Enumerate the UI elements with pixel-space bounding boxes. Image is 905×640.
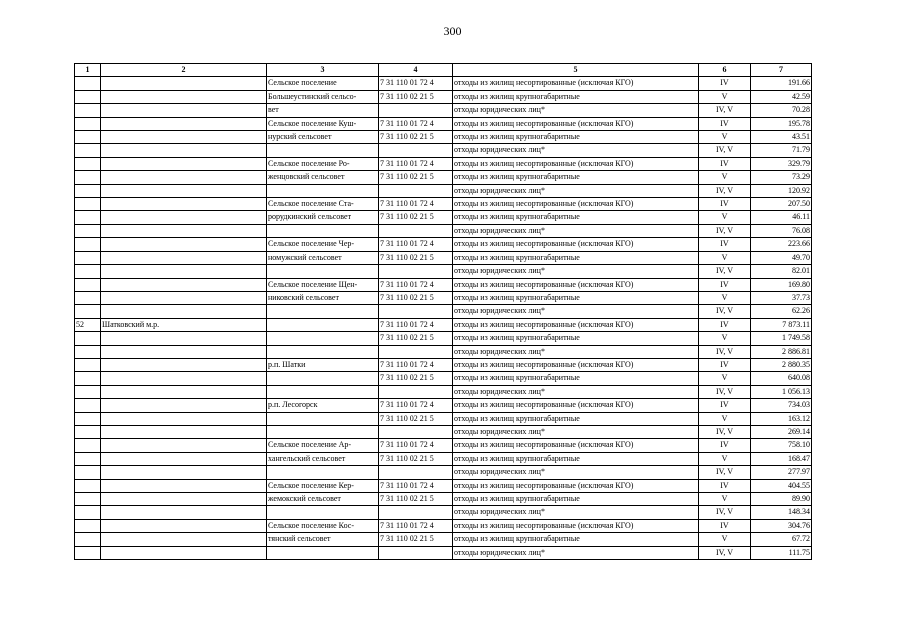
cell-number <box>75 265 101 278</box>
cell-amount: 67.72 <box>751 533 812 546</box>
header-cell: 3 <box>267 64 379 77</box>
cell-district <box>101 171 267 184</box>
cell-fkko-code <box>379 144 453 157</box>
cell-amount: 304.76 <box>751 519 812 532</box>
cell-district <box>101 385 267 398</box>
cell-hazard-class: IV, V <box>699 224 751 237</box>
cell-settlement <box>267 385 379 398</box>
cell-number <box>75 479 101 492</box>
cell-fkko-code: 7 31 110 01 72 4 <box>379 77 453 90</box>
cell-number <box>75 90 101 103</box>
cell-waste-type: отходы юридических лиц* <box>453 506 699 519</box>
cell-hazard-class: IV, V <box>699 506 751 519</box>
table-row <box>75 425 812 438</box>
cell-settlement <box>267 412 379 425</box>
table-header-row <box>75 64 812 77</box>
cell-settlement <box>267 466 379 479</box>
cell-fkko-code <box>379 385 453 398</box>
cell-waste-type: отходы юридических лиц* <box>453 265 699 278</box>
table-row <box>75 238 812 251</box>
cell-number <box>75 466 101 479</box>
cell-waste-type: отходы из жилищ несортированные (исключая КГО) <box>453 318 699 331</box>
cell-number <box>75 224 101 237</box>
cell-hazard-class: V <box>699 291 751 304</box>
cell-amount: 195.78 <box>751 117 812 130</box>
header-cell: 1 <box>75 64 101 77</box>
cell-district <box>101 131 267 144</box>
cell-fkko-code: 7 31 110 02 21 5 <box>379 251 453 264</box>
cell-number <box>75 198 101 211</box>
cell-district <box>101 546 267 559</box>
cell-fkko-code: 7 31 110 02 21 5 <box>379 211 453 224</box>
cell-number <box>75 251 101 264</box>
cell-fkko-code: 7 31 110 02 21 5 <box>379 493 453 506</box>
cell-number <box>75 493 101 506</box>
cell-district <box>101 345 267 358</box>
table-row <box>75 131 812 144</box>
cell-district <box>101 372 267 385</box>
cell-amount: 223.66 <box>751 238 812 251</box>
cell-fkko-code: 7 31 110 02 21 5 <box>379 332 453 345</box>
cell-district <box>101 224 267 237</box>
table-row <box>75 546 812 559</box>
cell-amount: 120.92 <box>751 184 812 197</box>
cell-number <box>75 278 101 291</box>
cell-settlement <box>267 345 379 358</box>
cell-settlement <box>267 305 379 318</box>
cell-amount: 43.51 <box>751 131 812 144</box>
cell-fkko-code: 7 31 110 01 72 4 <box>379 318 453 331</box>
cell-amount: 70.28 <box>751 104 812 117</box>
cell-district <box>101 211 267 224</box>
cell-settlement <box>267 184 379 197</box>
table-row <box>75 251 812 264</box>
cell-waste-type: отходы из жилищ несортированные (исключая КГО) <box>453 157 699 170</box>
cell-amount: 640.08 <box>751 372 812 385</box>
cell-waste-type: отходы из жилищ крупногабаритные <box>453 291 699 304</box>
cell-hazard-class: IV <box>699 318 751 331</box>
table-row <box>75 452 812 465</box>
cell-district: Шатковский м.р. <box>101 318 267 331</box>
cell-hazard-class: IV, V <box>699 305 751 318</box>
cell-hazard-class: IV <box>699 439 751 452</box>
cell-amount: 62.26 <box>751 305 812 318</box>
cell-waste-type: отходы юридических лиц* <box>453 144 699 157</box>
cell-hazard-class: IV, V <box>699 546 751 559</box>
cell-hazard-class: IV <box>699 399 751 412</box>
cell-amount: 37.73 <box>751 291 812 304</box>
table-row <box>75 332 812 345</box>
cell-hazard-class: IV <box>699 238 751 251</box>
cell-settlement: Сельское поселение Ро- <box>267 157 379 170</box>
cell-fkko-code <box>379 345 453 358</box>
cell-waste-type: отходы из жилищ несортированные (исключая КГО) <box>453 117 699 130</box>
cell-fkko-code <box>379 506 453 519</box>
cell-settlement <box>267 372 379 385</box>
cell-hazard-class: IV <box>699 479 751 492</box>
cell-hazard-class: IV, V <box>699 385 751 398</box>
cell-settlement: р.п. Лесогорск <box>267 399 379 412</box>
cell-waste-type: отходы из жилищ крупногабаритные <box>453 493 699 506</box>
cell-fkko-code <box>379 305 453 318</box>
cell-hazard-class: V <box>699 493 751 506</box>
cell-fkko-code <box>379 546 453 559</box>
table-row <box>75 224 812 237</box>
cell-waste-type: отходы из жилищ крупногабаритные <box>453 251 699 264</box>
table-row <box>75 198 812 211</box>
cell-amount: 2 880.35 <box>751 358 812 371</box>
cell-hazard-class: IV <box>699 278 751 291</box>
cell-district <box>101 278 267 291</box>
cell-number <box>75 358 101 371</box>
table-row <box>75 412 812 425</box>
cell-district <box>101 77 267 90</box>
cell-waste-type: отходы из жилищ несортированные (исключая КГО) <box>453 278 699 291</box>
table-row <box>75 506 812 519</box>
cell-fkko-code: 7 31 110 02 21 5 <box>379 372 453 385</box>
cell-number <box>75 425 101 438</box>
cell-settlement <box>267 318 379 331</box>
cell-fkko-code <box>379 466 453 479</box>
cell-number <box>75 439 101 452</box>
cell-district <box>101 452 267 465</box>
cell-settlement: Сельское поселение Ста- <box>267 198 379 211</box>
cell-waste-type: отходы из жилищ несортированные (исключая КГО) <box>453 198 699 211</box>
cell-district <box>101 251 267 264</box>
cell-amount: 734.03 <box>751 399 812 412</box>
cell-amount: 277.97 <box>751 466 812 479</box>
cell-fkko-code: 7 31 110 01 72 4 <box>379 238 453 251</box>
cell-settlement: вет <box>267 104 379 117</box>
table-row <box>75 184 812 197</box>
cell-fkko-code <box>379 224 453 237</box>
cell-hazard-class: V <box>699 171 751 184</box>
cell-number <box>75 452 101 465</box>
cell-settlement: Сельское поселение Чер- <box>267 238 379 251</box>
cell-hazard-class: V <box>699 412 751 425</box>
cell-settlement: жемокский сельсовет <box>267 493 379 506</box>
cell-amount: 73.29 <box>751 171 812 184</box>
cell-fkko-code: 7 31 110 01 72 4 <box>379 117 453 130</box>
cell-hazard-class: IV, V <box>699 104 751 117</box>
cell-waste-type: отходы юридических лиц* <box>453 305 699 318</box>
page-number: 300 <box>443 24 462 38</box>
cell-number <box>75 506 101 519</box>
cell-hazard-class: IV, V <box>699 466 751 479</box>
cell-waste-type: отходы юридических лиц* <box>453 184 699 197</box>
cell-number <box>75 546 101 559</box>
cell-district <box>101 506 267 519</box>
cell-settlement: тянский сельсовет <box>267 533 379 546</box>
table-row <box>75 345 812 358</box>
cell-fkko-code: 7 31 110 01 72 4 <box>379 278 453 291</box>
cell-settlement: р.п. Шатки <box>267 358 379 371</box>
cell-district <box>101 144 267 157</box>
cell-district <box>101 117 267 130</box>
cell-district <box>101 198 267 211</box>
table-row <box>75 385 812 398</box>
cell-number <box>75 144 101 157</box>
cell-district <box>101 238 267 251</box>
table-row <box>75 318 812 331</box>
cell-amount: 169.80 <box>751 278 812 291</box>
cell-hazard-class: IV <box>699 358 751 371</box>
cell-fkko-code: 7 31 110 02 21 5 <box>379 452 453 465</box>
cell-number <box>75 372 101 385</box>
cell-fkko-code: 7 31 110 01 72 4 <box>379 157 453 170</box>
cell-fkko-code <box>379 265 453 278</box>
cell-number <box>75 399 101 412</box>
cell-number <box>75 291 101 304</box>
cell-hazard-class: IV, V <box>699 345 751 358</box>
cell-hazard-class: IV <box>699 117 751 130</box>
cell-amount: 207.50 <box>751 198 812 211</box>
cell-waste-type: отходы из жилищ несортированные (исключая КГО) <box>453 519 699 532</box>
cell-waste-type: отходы из жилищ несортированные (исключая КГО) <box>453 439 699 452</box>
cell-waste-type: отходы юридических лиц* <box>453 546 699 559</box>
cell-amount: 71.79 <box>751 144 812 157</box>
header-cell: 4 <box>379 64 453 77</box>
cell-waste-type: отходы из жилищ крупногабаритные <box>453 211 699 224</box>
cell-amount: 168.47 <box>751 452 812 465</box>
cell-settlement <box>267 224 379 237</box>
cell-waste-type: отходы из жилищ крупногабаритные <box>453 452 699 465</box>
cell-number <box>75 211 101 224</box>
cell-hazard-class: IV <box>699 157 751 170</box>
cell-waste-type: отходы юридических лиц* <box>453 425 699 438</box>
cell-hazard-class: V <box>699 211 751 224</box>
cell-district <box>101 533 267 546</box>
cell-settlement <box>267 425 379 438</box>
table-row <box>75 144 812 157</box>
cell-district <box>101 479 267 492</box>
table-body <box>75 64 812 560</box>
cell-waste-type: отходы из жилищ крупногабаритные <box>453 372 699 385</box>
cell-hazard-class: IV <box>699 519 751 532</box>
cell-fkko-code: 7 31 110 01 72 4 <box>379 479 453 492</box>
cell-amount: 76.08 <box>751 224 812 237</box>
cell-number <box>75 533 101 546</box>
cell-fkko-code: 7 31 110 02 21 5 <box>379 533 453 546</box>
cell-number <box>75 157 101 170</box>
cell-amount: 1 749.58 <box>751 332 812 345</box>
cell-fkko-code: 7 31 110 01 72 4 <box>379 399 453 412</box>
table-row <box>75 211 812 224</box>
cell-amount: 46.11 <box>751 211 812 224</box>
cell-amount: 82.01 <box>751 265 812 278</box>
cell-district <box>101 466 267 479</box>
cell-waste-type: отходы из жилищ крупногабаритные <box>453 332 699 345</box>
cell-number <box>75 77 101 90</box>
cell-waste-type: отходы юридических лиц* <box>453 466 699 479</box>
cell-number <box>75 117 101 130</box>
cell-amount: 329.79 <box>751 157 812 170</box>
cell-number: 52 <box>75 318 101 331</box>
table-row <box>75 90 812 103</box>
cell-hazard-class: V <box>699 131 751 144</box>
cell-fkko-code <box>379 425 453 438</box>
cell-waste-type: отходы юридических лиц* <box>453 345 699 358</box>
table-row <box>75 399 812 412</box>
cell-waste-type: отходы из жилищ крупногабаритные <box>453 412 699 425</box>
cell-number <box>75 238 101 251</box>
cell-district <box>101 104 267 117</box>
cell-settlement: рорудкинский сельсовет <box>267 211 379 224</box>
cell-settlement <box>267 546 379 559</box>
cell-hazard-class: V <box>699 372 751 385</box>
cell-settlement <box>267 506 379 519</box>
cell-fkko-code: 7 31 110 01 72 4 <box>379 439 453 452</box>
header-cell: 5 <box>453 64 699 77</box>
cell-hazard-class: V <box>699 251 751 264</box>
table-row <box>75 278 812 291</box>
table-row <box>75 157 812 170</box>
table-row <box>75 77 812 90</box>
cell-district <box>101 305 267 318</box>
cell-number <box>75 345 101 358</box>
cell-number <box>75 131 101 144</box>
cell-number <box>75 171 101 184</box>
table-row <box>75 265 812 278</box>
cell-amount: 2 886.81 <box>751 345 812 358</box>
header-cell: 2 <box>101 64 267 77</box>
table-row <box>75 493 812 506</box>
cell-amount: 111.75 <box>751 546 812 559</box>
table-row <box>75 358 812 371</box>
header-cell: 6 <box>699 64 751 77</box>
cell-district <box>101 519 267 532</box>
cell-district <box>101 399 267 412</box>
cell-waste-type: отходы из жилищ крупногабаритные <box>453 90 699 103</box>
cell-district <box>101 493 267 506</box>
cell-district <box>101 332 267 345</box>
cell-fkko-code: 7 31 110 01 72 4 <box>379 358 453 371</box>
table-row <box>75 291 812 304</box>
cell-amount: 49.70 <box>751 251 812 264</box>
cell-amount: 7 873.11 <box>751 318 812 331</box>
cell-settlement <box>267 144 379 157</box>
cell-amount: 163.12 <box>751 412 812 425</box>
cell-district <box>101 157 267 170</box>
cell-waste-type: отходы из жилищ несортированные (исключая КГО) <box>453 479 699 492</box>
cell-number <box>75 519 101 532</box>
table-row <box>75 171 812 184</box>
cell-fkko-code: 7 31 110 02 21 5 <box>379 412 453 425</box>
cell-settlement: никовский сельсовет <box>267 291 379 304</box>
cell-settlement <box>267 265 379 278</box>
table-row <box>75 104 812 117</box>
table-row <box>75 466 812 479</box>
table-row <box>75 305 812 318</box>
cell-district <box>101 265 267 278</box>
cell-hazard-class: IV <box>699 198 751 211</box>
cell-hazard-class: V <box>699 332 751 345</box>
cell-number <box>75 412 101 425</box>
cell-amount: 148.34 <box>751 506 812 519</box>
cell-waste-type: отходы из жилищ несортированные (исключая КГО) <box>453 77 699 90</box>
cell-district <box>101 90 267 103</box>
cell-settlement: Сельское поселение <box>267 77 379 90</box>
cell-number <box>75 305 101 318</box>
cell-amount: 42.59 <box>751 90 812 103</box>
cell-settlement: Сельское поселение Кос- <box>267 519 379 532</box>
cell-fkko-code: 7 31 110 01 72 4 <box>379 519 453 532</box>
cell-district <box>101 184 267 197</box>
table-row <box>75 533 812 546</box>
cell-fkko-code: 7 31 110 01 72 4 <box>379 198 453 211</box>
cell-hazard-class: IV, V <box>699 184 751 197</box>
cell-fkko-code <box>379 184 453 197</box>
cell-amount: 269.14 <box>751 425 812 438</box>
cell-number <box>75 184 101 197</box>
cell-settlement: Сельское поселение Ар- <box>267 439 379 452</box>
cell-settlement: Сельское поселение Куш- <box>267 117 379 130</box>
cell-waste-type: отходы из жилищ крупногабаритные <box>453 171 699 184</box>
cell-waste-type: отходы из жилищ несортированные (исключая КГО) <box>453 399 699 412</box>
cell-fkko-code <box>379 104 453 117</box>
header-cell: 7 <box>751 64 812 77</box>
cell-waste-type: отходы из жилищ крупногабаритные <box>453 131 699 144</box>
cell-waste-type: отходы юридических лиц* <box>453 224 699 237</box>
cell-waste-type: отходы из жилищ несортированные (исключая КГО) <box>453 238 699 251</box>
cell-hazard-class: V <box>699 90 751 103</box>
cell-amount: 404.55 <box>751 479 812 492</box>
cell-waste-type: отходы из жилищ несортированные (исключая КГО) <box>453 358 699 371</box>
table-row <box>75 439 812 452</box>
cell-fkko-code: 7 31 110 02 21 5 <box>379 291 453 304</box>
cell-settlement: Сельское поселение Щен- <box>267 278 379 291</box>
cell-waste-type: отходы юридических лиц* <box>453 104 699 117</box>
cell-settlement: Большеустинский сельсо- <box>267 90 379 103</box>
cell-amount: 89.90 <box>751 493 812 506</box>
cell-hazard-class: V <box>699 452 751 465</box>
table-row <box>75 372 812 385</box>
waste-table <box>74 63 812 560</box>
cell-district <box>101 425 267 438</box>
cell-district <box>101 358 267 371</box>
cell-settlement <box>267 332 379 345</box>
cell-fkko-code: 7 31 110 02 21 5 <box>379 171 453 184</box>
cell-waste-type: отходы юридических лиц* <box>453 385 699 398</box>
cell-number <box>75 385 101 398</box>
cell-fkko-code: 7 31 110 02 21 5 <box>379 131 453 144</box>
cell-district <box>101 291 267 304</box>
table-row <box>75 519 812 532</box>
cell-number <box>75 332 101 345</box>
table-row <box>75 479 812 492</box>
cell-hazard-class: IV, V <box>699 425 751 438</box>
cell-district <box>101 439 267 452</box>
cell-amount: 758.10 <box>751 439 812 452</box>
cell-district <box>101 412 267 425</box>
cell-settlement: хангельский сельсовет <box>267 452 379 465</box>
table-row <box>75 117 812 130</box>
cell-settlement: нурский сельсовет <box>267 131 379 144</box>
cell-settlement: номужский сельсовет <box>267 251 379 264</box>
cell-hazard-class: IV, V <box>699 265 751 278</box>
cell-amount: 1 056.13 <box>751 385 812 398</box>
cell-hazard-class: IV, V <box>699 144 751 157</box>
cell-hazard-class: V <box>699 533 751 546</box>
cell-settlement: Сельское поселение Кер- <box>267 479 379 492</box>
cell-settlement: женцовский сельсовет <box>267 171 379 184</box>
cell-waste-type: отходы из жилищ крупногабаритные <box>453 533 699 546</box>
cell-fkko-code: 7 31 110 02 21 5 <box>379 90 453 103</box>
cell-hazard-class: IV <box>699 77 751 90</box>
cell-number <box>75 104 101 117</box>
cell-amount: 191.66 <box>751 77 812 90</box>
